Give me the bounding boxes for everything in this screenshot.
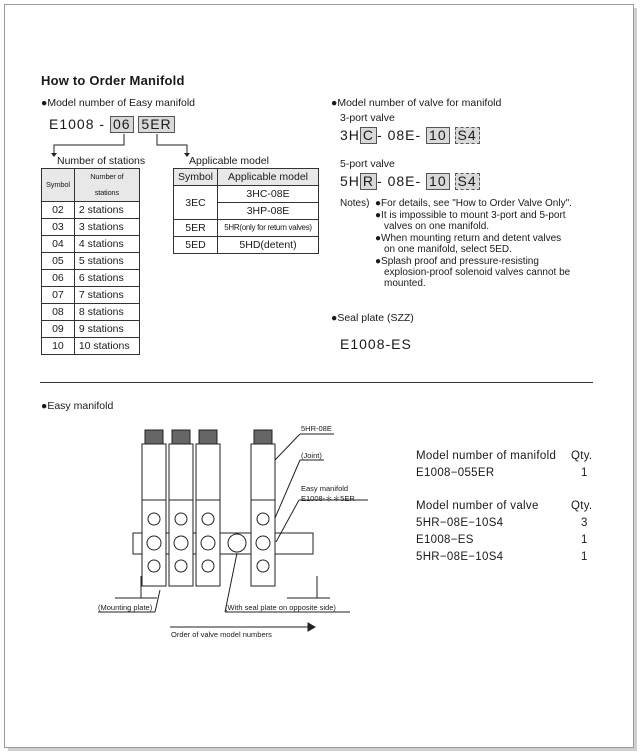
manifold-prefix: E1008	[49, 116, 95, 132]
station-symbol: 05	[42, 253, 75, 270]
code-box: C	[360, 127, 377, 144]
applicable-model-table	[173, 168, 319, 254]
note-item-cont: mounted.	[384, 278, 426, 289]
table-header: Number of stations	[74, 169, 139, 202]
model-name: 3HP-08E	[218, 203, 319, 220]
qty-header: Qty.	[571, 500, 593, 512]
model-symbol: 5ER	[174, 220, 218, 237]
station-symbol: 09	[42, 321, 75, 338]
station-symbol: 04	[42, 236, 75, 253]
valve-order-model: 5HR−08E−10S4	[416, 551, 504, 563]
diagram-label-mounting-plate: (Mounting plate)	[98, 603, 153, 612]
table-row	[42, 219, 140, 236]
table-row	[42, 202, 140, 219]
code-part: - 08E-	[377, 127, 422, 143]
seal-plate-heading: ●Seal plate (SZZ)	[331, 312, 414, 324]
diagram-label-manifold: Easy manifold	[301, 484, 349, 493]
code-box: R	[360, 173, 377, 190]
station-symbol: 02	[42, 202, 75, 219]
port5-label: 5-port valve	[340, 158, 395, 170]
valve-order-qty: 1	[581, 534, 588, 546]
table-row	[174, 220, 319, 237]
model-symbol: 5ED	[174, 237, 218, 254]
station-count: 3 stations	[74, 219, 139, 236]
station-count: 5 stations	[74, 253, 139, 270]
table-header-row	[174, 169, 319, 186]
note-item-cont: explosion-proof solenoid valves cannot be	[384, 267, 571, 278]
station-symbol: 10	[42, 338, 75, 355]
station-count: 8 stations	[74, 304, 139, 321]
notes-label: Notes)	[340, 198, 370, 209]
valve-unit	[251, 430, 275, 586]
section-divider	[40, 382, 593, 383]
code-part: - 08E-	[377, 173, 422, 189]
station-symbol: 07	[42, 287, 75, 304]
valve-order-header: Model number of valve	[416, 500, 539, 512]
model-symbol: 3EC	[174, 186, 218, 220]
station-symbol: 08	[42, 304, 75, 321]
station-count: 9 stations	[74, 321, 139, 338]
frame-shadow	[8, 748, 637, 751]
port3-label: 3-port valve	[340, 112, 395, 124]
model-name: 3HC-08E	[218, 186, 319, 203]
note-item: ●When mounting return and detent valves	[375, 233, 562, 244]
station-count: 6 stations	[74, 270, 139, 287]
valve-order-qty: 1	[581, 551, 588, 563]
table-header: Applicable model	[218, 169, 319, 186]
valve-model-heading: ●Model number of valve for manifold	[331, 97, 502, 109]
table-row	[42, 321, 140, 338]
note-item-cont: on one manifold, select 5ED.	[384, 244, 512, 255]
stations-label: Number of stations	[57, 155, 146, 167]
code-box: 10	[426, 127, 450, 144]
station-symbol: 06	[42, 270, 75, 287]
qty-header: Qty.	[571, 450, 593, 462]
table-row	[42, 338, 140, 355]
valve-order-model: E1008−ES	[416, 534, 474, 546]
diagram-label-seal-side: (With seal plate on opposite side)	[225, 603, 336, 612]
table-row	[42, 253, 140, 270]
manifold-model-code	[49, 116, 175, 133]
station-symbol: 03	[42, 219, 75, 236]
station-count: 10 stations	[74, 338, 139, 355]
table-row	[174, 186, 319, 203]
valve-unit	[169, 430, 193, 586]
station-count: 4 stations	[74, 236, 139, 253]
table-row	[42, 236, 140, 253]
manifold-order-qty: 1	[581, 467, 588, 479]
diagram-label-joint: (Joint)	[301, 451, 322, 460]
manifold-sep: -	[99, 116, 106, 132]
manifold-order-model: E1008−055ER	[416, 467, 495, 479]
valve-order-model: 5HR−08E−10S4	[416, 517, 504, 529]
manifold-model-heading: ●Model number of Easy manifold	[41, 97, 195, 109]
valve-order-qty: 3	[581, 517, 588, 529]
table-header: Symbol	[42, 169, 75, 202]
port3-code	[340, 127, 480, 144]
table-row	[42, 287, 140, 304]
table-header: Symbol	[174, 169, 218, 186]
table-row	[42, 304, 140, 321]
diagram-label-order: Order of valve model numbers	[171, 630, 272, 639]
model-name: 5HD(detent)	[218, 237, 319, 254]
stations-table	[41, 168, 140, 355]
page-title: How to Order Manifold	[41, 73, 185, 88]
code-box: 10	[426, 173, 450, 190]
code-part: 5H	[340, 173, 360, 189]
diagram-label-manifold-model: E1008-＊＊5ER	[301, 494, 355, 503]
note-item: ●For details, see "How to Order Valve Only".	[375, 198, 572, 209]
seal-plate-model: E1008-ES	[340, 336, 412, 352]
model-code-box: 5ER	[138, 116, 174, 133]
code-part: 3H	[340, 127, 360, 143]
diagram-label-valve: 5HR-08E	[301, 424, 332, 433]
code-box: S4	[455, 173, 480, 190]
note-item: ●Splash proof and pressure-resisting	[375, 256, 539, 267]
model-name: 5HR(only for return valves)	[218, 220, 319, 237]
stations-code-box: 06	[110, 116, 134, 133]
table-row	[42, 270, 140, 287]
valve-unit	[196, 430, 220, 586]
applicable-label: Applicable model	[189, 155, 269, 167]
note-item: ●It is impossible to mount 3-port and 5-port	[375, 210, 566, 221]
station-count: 2 stations	[74, 202, 139, 219]
frame-shadow	[634, 8, 637, 750]
manifold-order-header: Model number of manifold	[416, 450, 557, 462]
valve-unit	[142, 430, 166, 586]
note-item-cont: valves on one manifold.	[384, 221, 490, 232]
table-header-row	[42, 169, 140, 202]
station-count: 7 stations	[74, 287, 139, 304]
code-box: S4	[455, 127, 480, 144]
port5-code	[340, 173, 480, 190]
easy-manifold-heading: ●Easy manifold	[41, 400, 114, 412]
table-row	[174, 237, 319, 254]
